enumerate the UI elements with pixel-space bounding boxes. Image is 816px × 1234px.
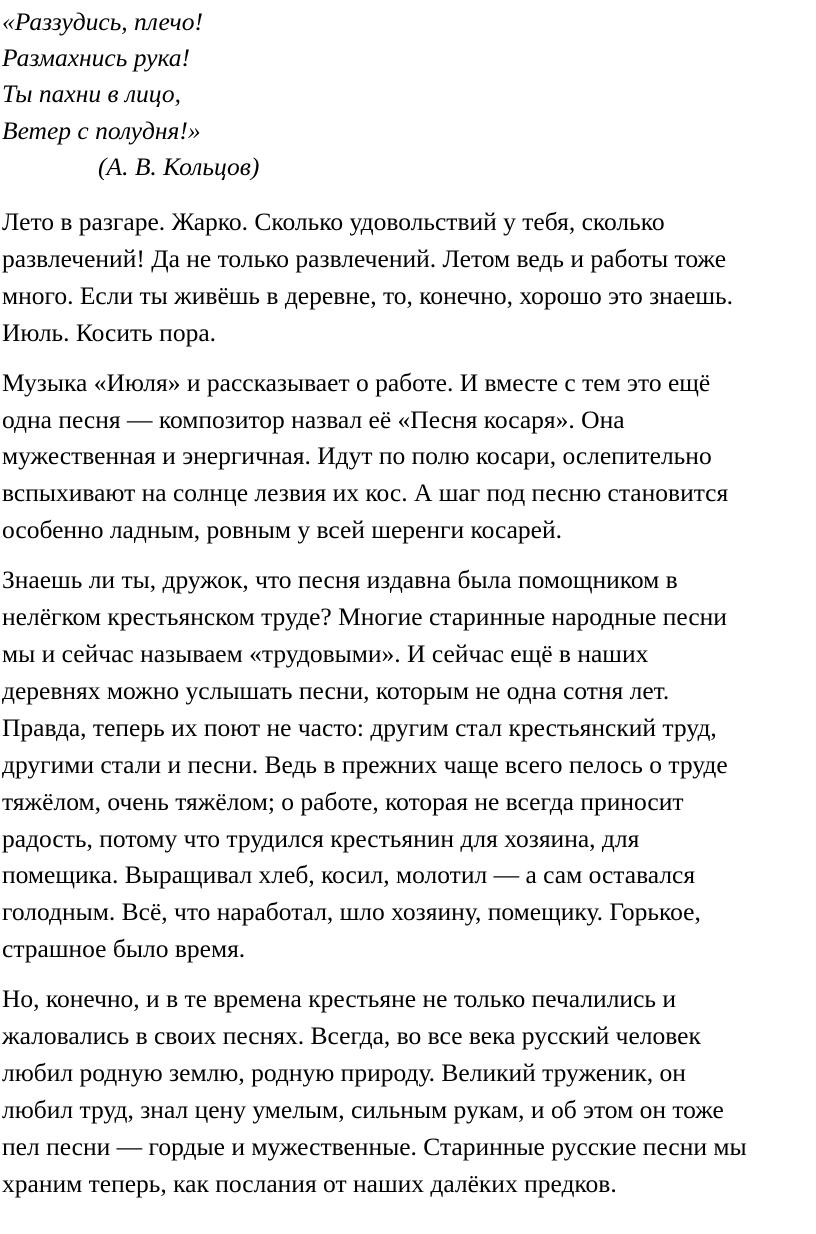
text-line: тяжёлом, очень тяжёлом; о работе, которая не всегда приносит xyxy=(2,786,684,816)
text-line: Июль. Косить пора. xyxy=(2,317,217,347)
epigraph-poem xyxy=(2,4,812,185)
poem-line: «Раззудись, плечо! xyxy=(2,7,203,36)
text-line: храним теперь, как послания от наших далёких предков. xyxy=(2,1168,617,1198)
text-line: помещика. Выращивал хлеб, косил, молотил — а сам оставался xyxy=(2,860,696,890)
text-line: мы и сейчас называем «трудовыми». И сейчас ещё в наших xyxy=(2,638,649,668)
text-line: голодным. Всё, что наработал, шло хозяину, помещику. Горькое, xyxy=(2,897,701,927)
text-line: радость, потому что трудился крестьянин для хозяина, для xyxy=(2,823,640,853)
poem-line: Ты пахни в лицо, xyxy=(2,79,181,109)
text-line: Но, конечно, и в те времена крестьяне не только печалились и xyxy=(2,984,677,1014)
text-line: другими стали и песни. Ведь в прежних чаще всего пелось о труде xyxy=(2,749,728,779)
text-line: развлечений! Да не только развлечений. Летом ведь и работы тоже xyxy=(2,243,727,273)
text-line: мужественная и энергичная. Идут по полю косари, ослепительно xyxy=(2,441,712,471)
paragraph-3 xyxy=(2,562,812,968)
text-line: страшное было время. xyxy=(2,934,246,964)
text-line: Знаешь ли ты, дружок, что песня издавна была помощником в xyxy=(2,565,678,595)
text-line: пел песни — гордые и мужественные. Старинные русские песни мы xyxy=(2,1131,747,1161)
text-line: вспыхивают на солнце лезвия их кос. А шаг под песню становится xyxy=(2,478,729,508)
paragraph-4 xyxy=(2,981,812,1202)
text-line: жаловались в своих песнях. Всегда, во все века русский человек xyxy=(2,1021,701,1051)
text-line: Правда, теперь их поют не часто: другим стал крестьянский труд, xyxy=(2,712,717,742)
text-line: нелёгком крестьянском труде? Многие старинные народные песни xyxy=(2,602,727,632)
text-line: много. Если ты живёшь в деревне, то, конечно, хорошо это знаешь. xyxy=(2,280,734,310)
paragraph-1 xyxy=(2,204,812,352)
poem-line: Ветер с полудня!» xyxy=(2,115,201,145)
poem-line: Размахнись рука! xyxy=(2,43,190,73)
text-line: особенно ладным, ровным у всей шеренги косарей. xyxy=(2,515,562,545)
text-line: одна песня — композитор назвал её «Песня косаря». Она xyxy=(2,404,625,434)
paragraph-2 xyxy=(2,365,812,550)
text-line: любил труд, знал цену умелым, сильным рукам, и об этом он тоже xyxy=(2,1094,724,1124)
poem-author: (А. В. Кольцов) xyxy=(98,151,260,181)
text-line: любил родную землю, родную природу. Великий труженик, он xyxy=(2,1057,686,1087)
text-line: Лето в разгаре. Жарко. Сколько удовольствий у тебя, сколько xyxy=(2,207,665,237)
text-line: Музыка «Июля» и рассказывает о работе. И вместе с тем это ещё xyxy=(2,367,711,397)
text-line: деревнях можно услышать песни, которым не одна сотня лет. xyxy=(2,675,670,705)
